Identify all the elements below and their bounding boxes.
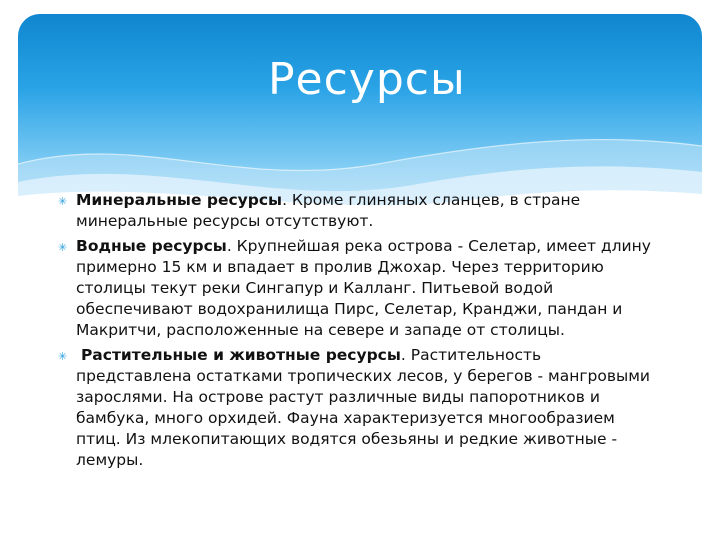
list-item xyxy=(58,236,658,341)
asterisk-bullet-icon: ✳ xyxy=(58,350,68,363)
item-text: . Крупнейшая река острова - Селетар, имеет длину примерно 15 км и впадает в пролив Джохар. Через территорию столицы текут реки Сингапур и Калланг. Питьевой водой обеспечивают водохранилища Пирс, Селетар, Кранджи, пандан и Макритчи, расположенные на севере и западе от столицы. xyxy=(76,237,651,339)
item-text: . Растительность представлена остатками тропических лесов, у берегов - мангровыми зарослями. На острове растут различные виды папоротников и бамбука, много орхидей. Фауна характеризуется многообразием птиц. Из млекопитающих водятся обезьяны и редкие животные - лемуры. xyxy=(76,346,650,469)
item-text: . Кроме глиняных сланцев, в стране минеральные ресурсы отсутствуют. xyxy=(76,191,581,230)
slide-title: Ресурсы xyxy=(268,54,466,105)
bullet-list xyxy=(58,190,658,471)
item-heading: Минеральные ресурсы xyxy=(76,191,283,209)
list-item xyxy=(58,345,658,471)
item-heading: Водные ресурсы xyxy=(76,237,227,255)
item-heading: Растительные и животные ресурсы xyxy=(80,346,401,364)
asterisk-bullet-icon: ✳ xyxy=(58,195,68,208)
list-item xyxy=(58,190,658,232)
asterisk-bullet-icon: ✳ xyxy=(58,241,68,254)
